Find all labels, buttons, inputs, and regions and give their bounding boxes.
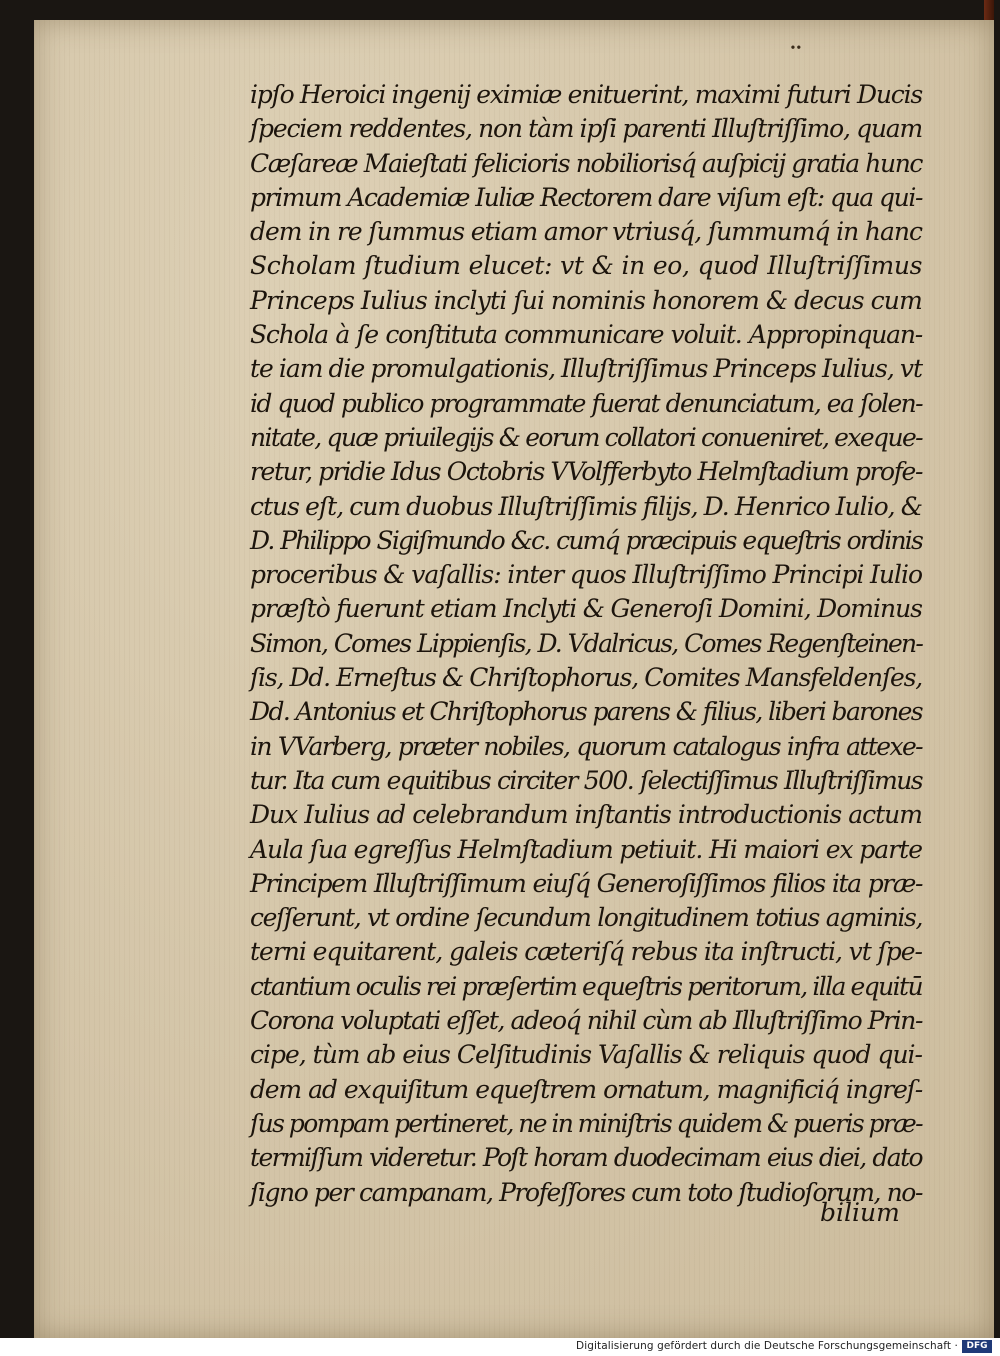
text-line: Corona voluptati eſſet, adeoq́ nihil cùm ab Illuſtriſſimo Prin- <box>250 1006 922 1036</box>
text-line: Schola à ſe conſtituta communicare voluit. Appropinquan- <box>250 320 922 350</box>
text-line: Dd. Antonius et Chriſtophorus parens & filius, liberi barones <box>250 697 922 727</box>
text-line: ſus pompam pertineret, ne in miniſtris quidem & pueris præ- <box>250 1108 922 1138</box>
text-line: Aula ſua egreſſus Helmſtadium petiuit. Hi maiori ex parte <box>250 834 922 864</box>
text-line: ſis, Dd. Erneſtus & Chriſtophorus, Comites Mansfeldenſes, <box>250 663 922 693</box>
page-top-mark: ∙∙ <box>790 40 802 54</box>
text-line: cipe, tùm ab eius Celſitudinis Vaſallis & reliquis quod qui- <box>250 1040 922 1070</box>
text-line: nitate, quæ priuilegijs & eorum collatori conueniret, exeque- <box>250 422 922 452</box>
text-line: ceſſerunt, vt ordine ſecundum longitudinem totius agminis, <box>250 903 922 933</box>
text-line: Cæſareæ Maieſtati felicioris nobiliorisq́ auſpicij gratia hunc <box>250 148 922 178</box>
footer-bar <box>0 1338 1000 1356</box>
text-line: ctus eſt, cum duobus Illuſtriſſimis filijs, D. Henrico Iulio, & <box>250 491 922 521</box>
text-line: ſigno per campanam, Profeſſores cum toto ſtudioſorum, no- <box>250 1177 922 1207</box>
text-line: dem in re ſummus etiam amor vtriusq́, ſummumq́ in hanc <box>250 217 922 247</box>
text-line: ipſo Heroici ingenij eximiæ enituerint, maximi futuri Ducis <box>250 80 922 109</box>
page-text-block <box>250 78 922 1210</box>
text-line: Scholam ſtudium elucet: vt & in eo, quod Illuſtriſſimus <box>250 251 922 281</box>
catchword: bilium <box>820 1198 900 1227</box>
text-line: Principem Illuſtriſſimum eiuſq́ Generoſiſſimos filios ita præ- <box>250 868 922 898</box>
text-line: retur, pridie Idus Octobris VVolfferbyto Helmſtadium profe- <box>250 457 922 487</box>
text-line: dem ad exquiſitum equeſtrem ornatum, magnificiq́ ingreſ- <box>250 1074 922 1104</box>
text-line: proceribus & vaſallis: inter quos Illuſtriſſimo Principi Iulio <box>250 560 922 590</box>
text-line: Dux Iulius ad celebrandum inſtantis introductionis actum <box>250 800 922 830</box>
text-line: id quod publico programmate fuerat denunciatum, ea ſolen- <box>250 388 922 418</box>
text-line: te iam die promulgationis, Illuſtriſſimus Princeps Iulius, vt <box>250 354 922 384</box>
funding-credit: Digitalisierung gefördert durch die Deutsche Forschungsgemeinschaft · <box>576 1340 958 1352</box>
text-line: D. Philippo Sigiſmundo &c. cumq́ præcipuis equeſtris ordinis <box>250 525 922 555</box>
text-line: ctantium oculis rei præſertim equeſtris peritorum, illa equitū <box>250 971 922 1001</box>
text-line: termiſſum videretur. Poſt horam duodecimam eius diei, dato <box>250 1143 922 1173</box>
text-line: in VVarberg, præter nobiles, quorum catalogus infra attexe- <box>250 731 922 761</box>
text-line: Princeps Iulius inclyti ſui nominis honorem & decus cum <box>250 285 922 315</box>
text-line: terni equitarent, galeis cæteriſq́ rebus ita inſtructi, vt ſpe- <box>250 937 922 967</box>
text-line: primum Academiæ Iuliæ Rectorem dare viſum eſt: qua qui- <box>250 182 922 212</box>
text-line: tur. Ita cum equitibus circiter 500. ſelectiſſimus Illuſtriſſimus <box>250 765 922 795</box>
text-line: Simon, Comes Lippienſis, D. Vdalricus, Comes Regenſteinen- <box>250 628 922 658</box>
text-line: ſpeciem reddentes, non tàm ipſi parenti Illuſtriſſimo, quam <box>250 114 922 144</box>
text-line: præſtò fuerunt etiam Inclyti & Generoſi Domini, Dominus <box>250 594 922 624</box>
dfg-logo-icon: DFG <box>962 1340 992 1353</box>
